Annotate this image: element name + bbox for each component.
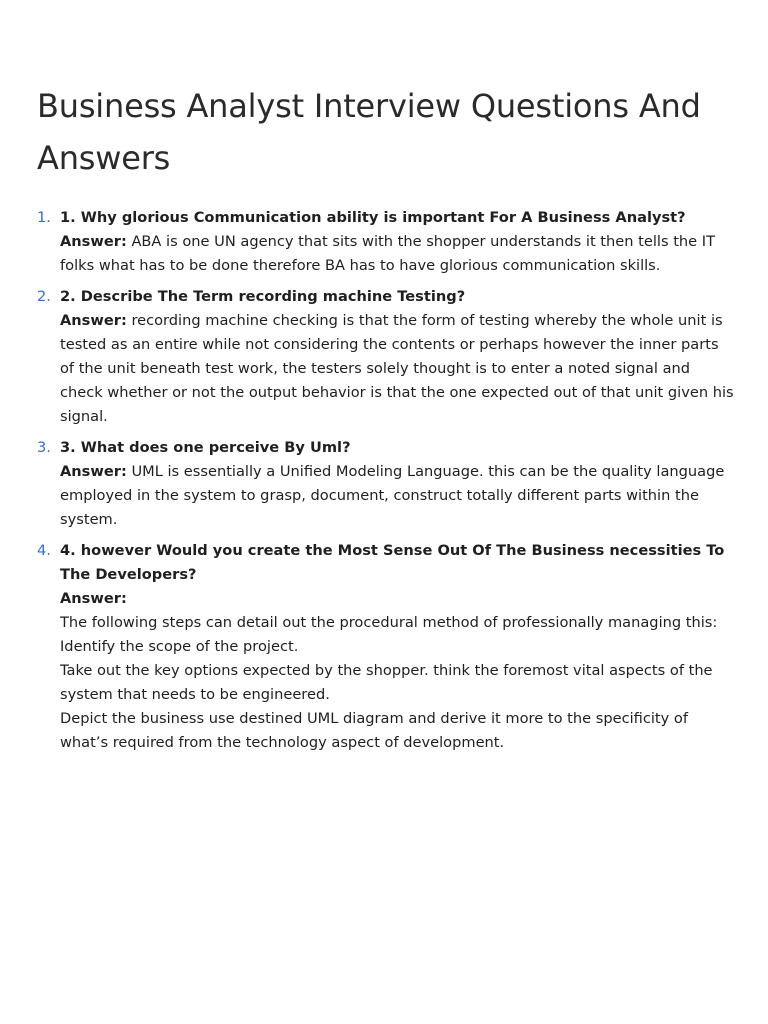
qa-item	[37, 539, 737, 755]
page-title: Business Analyst Interview Questions And Answers	[37, 87, 701, 177]
answer-text: UML is essentially a Unified Modeling Language. this can be the quality language employed in the system to grasp, document, construct totally different parts within the system.	[60, 463, 725, 528]
qa-item	[37, 285, 737, 429]
question-text: 1. Why glorious Communication ability is important For A Business Analyst?	[60, 209, 686, 226]
document-page	[37, 80, 737, 762]
answer-block	[60, 460, 737, 532]
list-number: 1.	[37, 209, 51, 226]
question-text: 3. What does one perceive By Uml?	[60, 439, 351, 456]
answer-block	[60, 309, 737, 429]
answer-label: Answer:	[60, 590, 127, 607]
answer-text: recording machine checking is that the form of testing whereby the whole unit is tested as an entire while not considering the contents or perhaps however the inner parts of the unit beneath test work, the testers solely thought is to enter a noted signal and check whether or not the output behavior is that the one expected out of that unit given his signal.	[60, 312, 734, 425]
answer-line: Take out the key options expected by the shopper. think the foremost vital aspects of the system that needs to be engineered.	[60, 662, 713, 703]
qa-item	[37, 436, 737, 532]
list-number: 2.	[37, 288, 51, 305]
answer-label: Answer:	[60, 312, 127, 329]
list-number: 4.	[37, 542, 51, 559]
question-text: 4. however Would you create the Most Sense Out Of The Business necessities To The Developers?	[60, 542, 725, 583]
answer-line: Depict the business use destined UML diagram and derive it more to the specificity of what’s required from the technology aspect of development.	[60, 710, 688, 751]
answer-block	[60, 230, 737, 278]
qa-item	[37, 206, 737, 278]
answer-label: Answer:	[60, 463, 127, 480]
qa-list	[37, 206, 737, 755]
question-text: 2. Describe The Term recording machine Testing?	[60, 288, 466, 305]
list-number: 3.	[37, 439, 51, 456]
answer-text: ABA is one UN agency that sits with the shopper understands it then tells the IT folks what has to be done therefore BA has to have glorious communication skills.	[60, 233, 716, 274]
answer-line: Identify the scope of the project.	[60, 638, 299, 655]
answer-line: The following steps can detail out the procedural method of professionally managing this:	[60, 614, 718, 631]
answer-label: Answer:	[60, 233, 127, 250]
